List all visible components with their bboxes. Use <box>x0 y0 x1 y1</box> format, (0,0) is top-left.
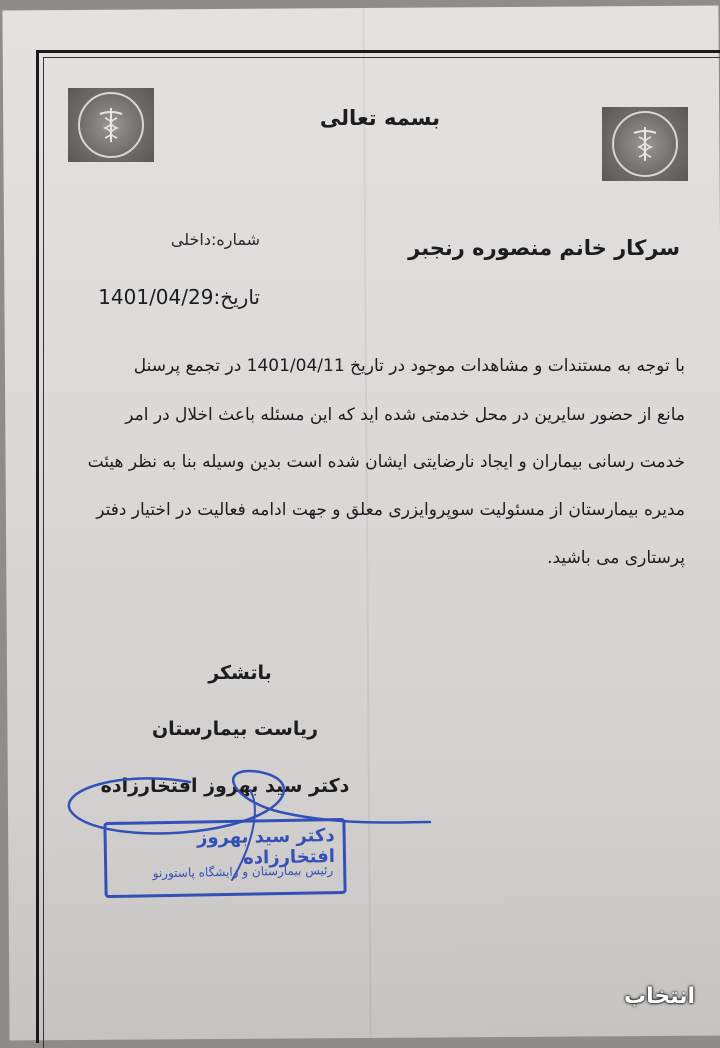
hospital-logo-left <box>68 88 154 162</box>
recipient: سرکار خانم منصوره رنجبر <box>408 236 680 260</box>
official-stamp <box>103 818 346 898</box>
closing: باتشکر <box>208 662 272 684</box>
caduceus-icon <box>96 106 126 144</box>
body-line: مدیره بیمارستان از مسئولیت سوپروایزری معلق و جهت ادامه فعالیت در اختیار دفتر <box>96 500 685 520</box>
caduceus-icon <box>630 125 660 163</box>
stamp-title: رئیس بیمارستان و زایشگاه پاستورنو <box>152 863 334 881</box>
letter-title: بسمه تعالی <box>319 106 441 130</box>
body-line: پرستاری می باشید. <box>547 548 685 568</box>
signatory-name: دکتر سید بهروز افتخارزاده <box>100 775 350 797</box>
body-line: با توجه به مستندات و مشاهدات موجود در تاریخ 1401/04/11 در تجمع پرسنل <box>133 356 685 376</box>
watermark-text: انتخاب <box>623 983 695 1009</box>
letter-number: شماره:داخلی <box>170 230 260 249</box>
letter-date: تاریخ:1401/04/29 <box>98 285 260 309</box>
body-line: خدمت رسانی بیماران و ایجاد نارضایتی ایشان شده است بدین وسیله بنا به نظر هیئت <box>87 452 685 472</box>
hospital-logo-right <box>602 107 688 181</box>
signatory-office: ریاست بیمارستان <box>151 718 319 740</box>
stamp-name: دکتر سید بهروز افتخارزاده <box>196 825 336 869</box>
body-line: مانع از حضور سایرین در محل خدمتی شده اید که این مسئله باعث اخلال در امر <box>125 405 685 425</box>
publisher-watermark <box>623 975 698 1017</box>
